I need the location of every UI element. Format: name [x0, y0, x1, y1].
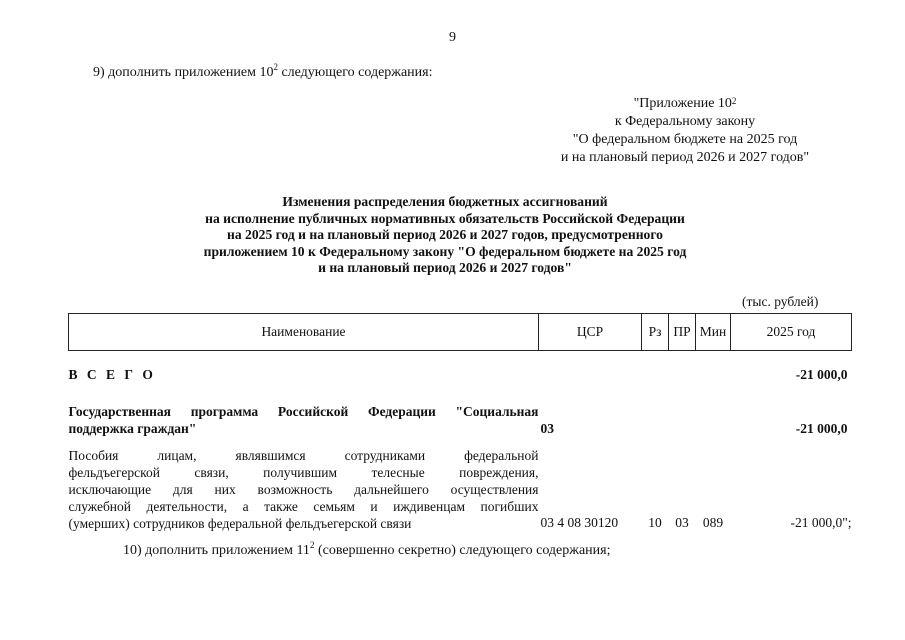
item-9-text: 9) дополнить приложением 10: [93, 65, 274, 80]
row-benefit-rz: 10: [648, 514, 662, 530]
row-program-name: [69, 383, 539, 437]
annex-line-4: и на плановый период 2026 и 2027 годов": [560, 150, 810, 165]
page-number: 9: [449, 30, 456, 45]
title-line: и на плановый период 2026 и 2027 годов": [318, 260, 572, 275]
title-line: на исполнение публичных нормативных обязательств Российской Федерации: [205, 210, 685, 226]
item-10-suffix: (совершенно секретно) следующего содержания;: [314, 543, 611, 558]
document-title: [150, 194, 740, 277]
table-row: [69, 437, 852, 532]
annex-line-3: "О федеральном бюджете на 2025 год: [572, 132, 798, 147]
row-total-rz: [642, 351, 669, 383]
title-line: приложением 10 к Федеральному закону "О федеральном бюджете на 2025 год: [203, 243, 687, 259]
header-rz: Рз: [642, 314, 669, 351]
table-row: [69, 383, 852, 437]
row-benefit-csr: 03 4 08 30120: [540, 514, 619, 530]
row-benefit-min: 089: [702, 514, 724, 530]
row-total-name: В С Е Г О: [68, 366, 156, 382]
row-program-csr: 03: [540, 420, 554, 436]
header-csr: ЦСР: [539, 314, 642, 351]
row-total-min: [696, 351, 731, 383]
name-line: служебной деятельности, а также семьям и иждивенцам погибших: [68, 498, 539, 514]
name-line: поддержка граждан": [68, 420, 197, 436]
row-benefit-amount: -21 000,0";: [790, 514, 852, 530]
table-row: [69, 351, 852, 383]
row-program-pr: [669, 383, 696, 437]
row-benefit-pr: 03: [675, 514, 689, 530]
header-pr: ПР: [669, 314, 696, 351]
header-name: Наименование: [69, 314, 539, 351]
item-9-suffix: следующего содержания:: [277, 65, 433, 80]
name-line: исключающие для них возможность дальнейшего осуществления: [68, 481, 539, 497]
name-line: (умерших) сотрудников федеральной фельдъегерской связи: [68, 515, 412, 531]
title-line: на 2025 год и на плановый период 2026 и 2027 годов, предусмотренного: [227, 227, 663, 242]
header-min: Мин: [696, 314, 731, 351]
item-10-paragraph: [123, 540, 611, 559]
row-total-csr: [539, 351, 642, 383]
annex-line-2: к Федеральному закону: [614, 114, 756, 129]
item-9-paragraph: [93, 62, 433, 81]
annex-header: [520, 95, 850, 167]
row-total-pr: [669, 351, 696, 383]
name-line: фельдъегерской связи, получившим телесные повреждения,: [68, 464, 539, 480]
table-header-row: [69, 314, 852, 351]
header-year: 2025 год: [731, 314, 852, 351]
annex-line-1: [520, 95, 850, 113]
annex-title: "Приложение 10: [633, 96, 732, 111]
row-total-amount: -21 000,0: [795, 366, 848, 382]
item-10-superscript: 2: [309, 540, 315, 550]
row-program-amount: -21 000,0: [795, 420, 848, 436]
budget-table: [68, 313, 852, 532]
name-line: Государственная программа Российской Федерации "Социальная: [68, 403, 539, 419]
item-10-text: 10) дополнить приложением 11: [123, 543, 310, 558]
item-9-superscript: 2: [273, 62, 278, 72]
units-label: (тыс. рублей): [742, 294, 819, 309]
row-program-min: [696, 383, 731, 437]
row-program-rz: [642, 383, 669, 437]
row-benefit-name: [69, 437, 539, 532]
annex-superscript: 2: [731, 96, 737, 106]
title-line: Изменения распределения бюджетных ассигнований: [282, 194, 608, 209]
name-line: Пособия лицам, являвшимся сотрудниками федеральной: [68, 447, 539, 463]
